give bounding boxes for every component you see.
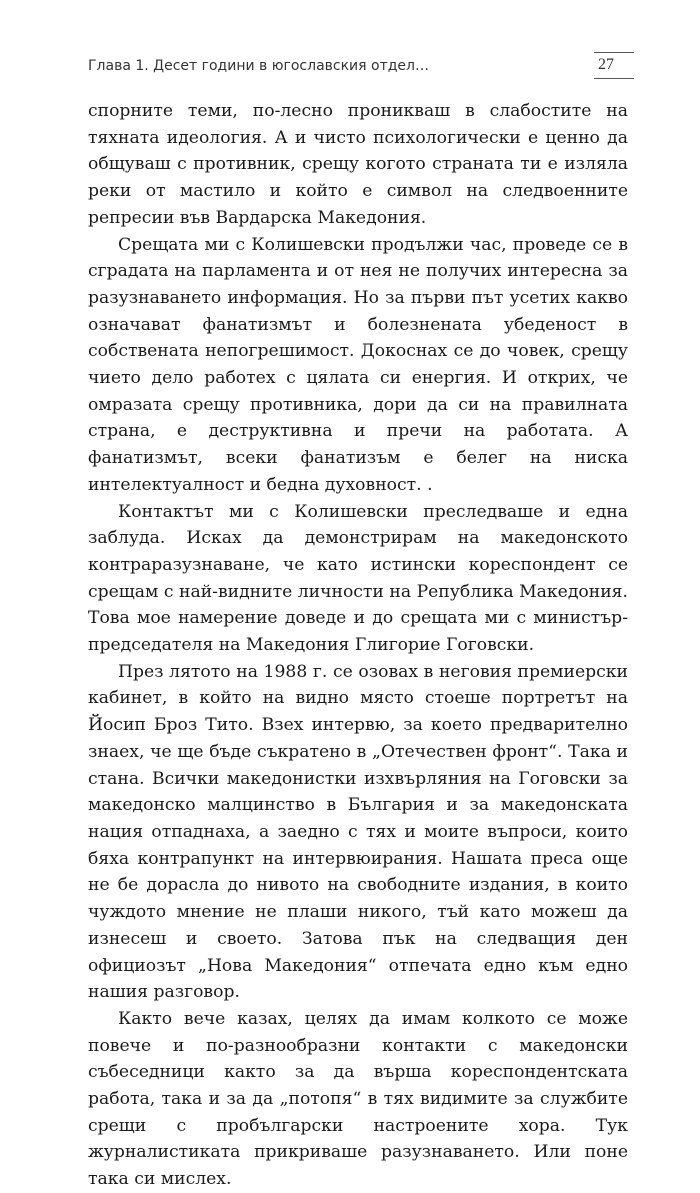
chapter-title: Глава 1. Десет години в югославския отдел…	[88, 58, 429, 74]
body-text	[88, 98, 628, 1193]
paragraph-3: Контактът ми с Колишевски преследваше и една заблуда. Исках да демонстрирам на македонското контраразузнаване, че като истински кореспондент се срещам с най-видните личности на Република Македония. Това мое намерение доведе и до срещата ми с министър-председателя на Македония Глигорие Гоговски.	[88, 501, 628, 656]
paragraph-4: През лятото на 1988 г. се озовах в неговия премиерски кабинет, в който на видно място стоеше портретът на Йосип Броз Тито. Взех интервю, за което предварително знаех, че ще бъде съкратено в „Отечествен фронт“. Така и стана. Всички македонистки изхвърляния на Гоговски за македонско малцинство в България и за македонската нация отпаднаха, а заедно с тях и моите въпроси, които бяха контрапункт на интервюирания. Нашата преса още не бе дорасла до нивото на свободните издания, в които чуждото мнение не плаши никого, тъй като можеш да изнесеш и своето. Затова пък на следващия ден официозът „Нова Македония“ отпечата едно към едно нашия разговор.	[88, 661, 628, 1003]
page-number-rule-top	[594, 52, 634, 53]
paragraph-5: Както вече казах, целях да имам колкото се може повече и по-разнообразни контакти с македонски събеседници както за да върша кореспондентската работа, така и за да „потопя“ в тях видимите за службите срещи с пробългарски настроените хора. Тук журналистиката прикриваше разузнаването. Или поне така си мислех.	[88, 1008, 628, 1190]
running-header	[88, 52, 628, 80]
page-number-rule-bottom	[594, 78, 634, 79]
page-number: 27	[598, 56, 614, 73]
paragraph-1: спорните теми, по-лесно прониквaш в слабостите на тяхната идеология. А и чисто психологически е ценно да общуваш с противник, срещу когото страната ти е изляла реки от мастило и който е символ на следвоенните репресии във Вардарска Македония.	[88, 101, 628, 228]
paragraph-2: Срещата ми с Колишевски продължи час, проведе се в сградата на парламента и от нея не получих интересна за разузнаването информация. Но за първи път усетих какво означават фанатизмът и болезнената убеденост в собствената непогрешимост. Докоснах се до човек, срещу чието дело работех с цялата си енергия. И открих, че омразата срещу противника, дори да си на правилната страна, е деструктивна и пречи на работата. А фанатизмът, всеки фанатизъм е белег на ниска интелектуалност и бедна духовност. .	[88, 234, 628, 495]
